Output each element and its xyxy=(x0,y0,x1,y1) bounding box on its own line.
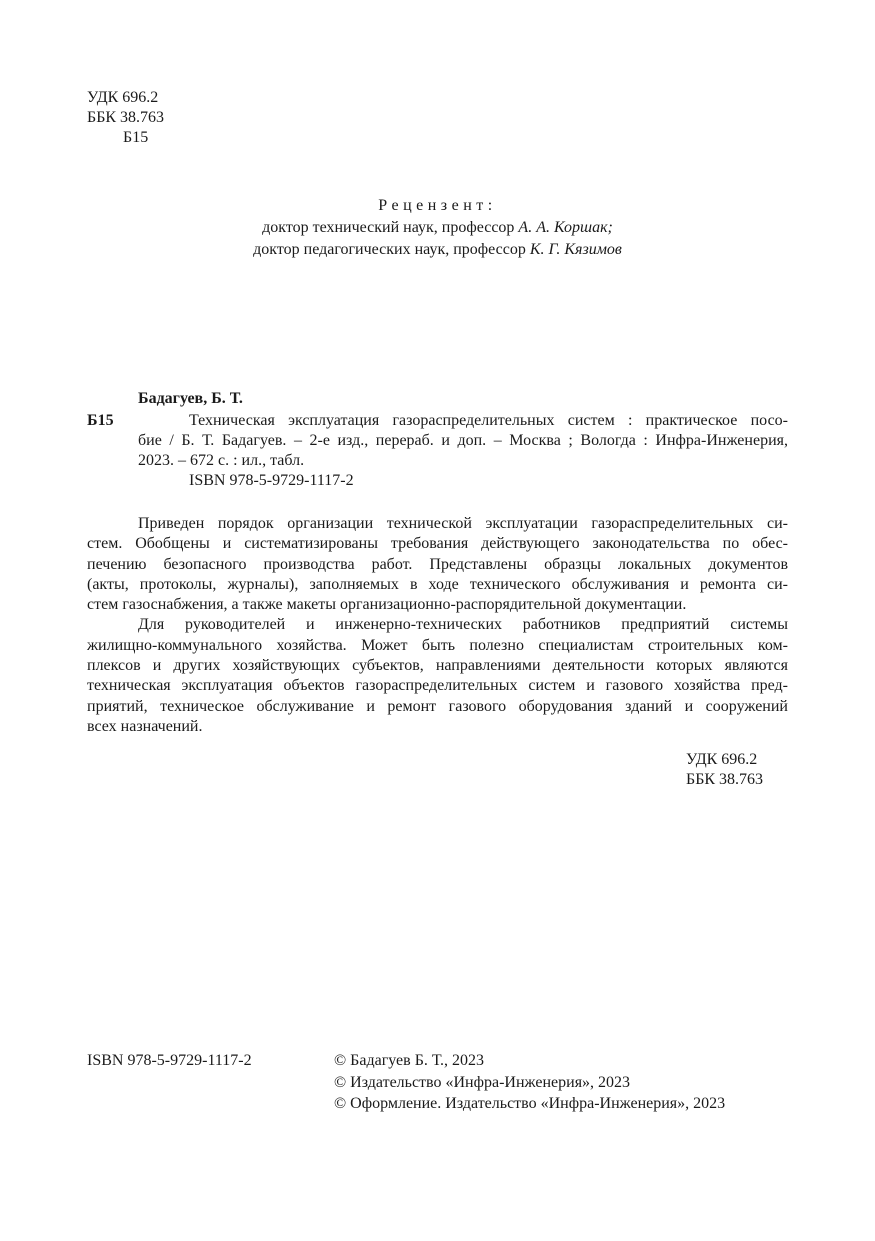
bbk-code: ББК 38.763 xyxy=(686,771,764,788)
reviewer-name: А. А. Коршак; xyxy=(518,219,613,236)
author-heading: Бадагуев, Б. Т. xyxy=(138,390,243,407)
annotation-line: стем. Обобщены и систематизированы требования действующего законодательства по обес- xyxy=(87,535,788,553)
reviewers-heading: Рецензент: xyxy=(378,197,497,214)
reviewers-block xyxy=(0,196,875,260)
reviewer-title: доктор педагогических наук, профессор xyxy=(253,241,530,258)
annotation-line: Для руководителей и инженерно-технических работников предприятий системы xyxy=(138,616,788,634)
annotation-line: жилищно-коммунального хозяйства. Может быть полезно специалистам строительных ком- xyxy=(87,636,788,654)
annotation-line: техническая эксплуатация объектов газораспределительных систем и газового хозяйства пред- xyxy=(87,677,788,695)
copyright-block xyxy=(334,1051,725,1116)
annotation-line: (акты, протоколы, журналы), заполняемых в ходе технического обслуживания и ремонта си- xyxy=(87,575,788,593)
copyright-line: © Бадагуев Б. Т., 2023 xyxy=(334,1052,485,1069)
bbk-code: ББК 38.763 xyxy=(87,109,165,126)
reviewer-line xyxy=(0,240,875,260)
bibliographic-record xyxy=(138,411,788,491)
udk-code: УДК 696.2 xyxy=(87,89,159,106)
imprint-isbn: ISBN 978-5-9729-1117-2 xyxy=(87,1052,252,1069)
reviewer-line xyxy=(0,218,875,238)
reviewer-title: доктор технический наук, профессор xyxy=(262,219,519,236)
biblio-isbn: ISBN 978-5-9729-1117-2 xyxy=(189,472,354,489)
author-sign-code: Б15 xyxy=(87,412,114,429)
annotation xyxy=(87,514,788,737)
biblio-line: бие / Б. Т. Бадагуев. – 2-е изд., перераб. и доп. – Москва ; Вологда : Инфра-Инженерия, xyxy=(138,432,788,449)
biblio-line: 2023. – 672 с. : ил., табл. xyxy=(138,452,305,469)
author-sign: Б15 xyxy=(123,129,149,146)
copyright-line: © Издательство «Инфра-Инженерия», 2023 xyxy=(334,1073,631,1091)
annotation-line: плексов и других хозяйствующих субъектов, направлениями деятельности которых являются xyxy=(87,657,788,675)
annotation-line: приятий, техническое обслуживание и ремонт газового оборудования зданий и сооружений xyxy=(87,697,788,715)
copyright-line: © Оформление. Издательство «Инфра-Инженерия», 2023 xyxy=(334,1095,726,1112)
reviewer-name: К. Г. Кязимов xyxy=(529,241,622,258)
biblio-line: Техническая эксплуатация газораспределительных систем : практическое посо- xyxy=(189,412,788,429)
udk-code: УДК 696.2 xyxy=(686,751,758,768)
classification-block xyxy=(87,88,164,148)
annotation-line: стем газоснабжения, а также макеты организационно-распорядительной документации. xyxy=(87,596,687,614)
annotation-line: всех назначений. xyxy=(87,717,203,735)
annotation-line: Приведен порядок организации технической эксплуатации газораспределительных си- xyxy=(138,515,788,532)
annotation-line: печению безопасного производства работ. Представлены образцы локальных документов xyxy=(87,555,788,573)
footer-classification xyxy=(686,750,763,790)
